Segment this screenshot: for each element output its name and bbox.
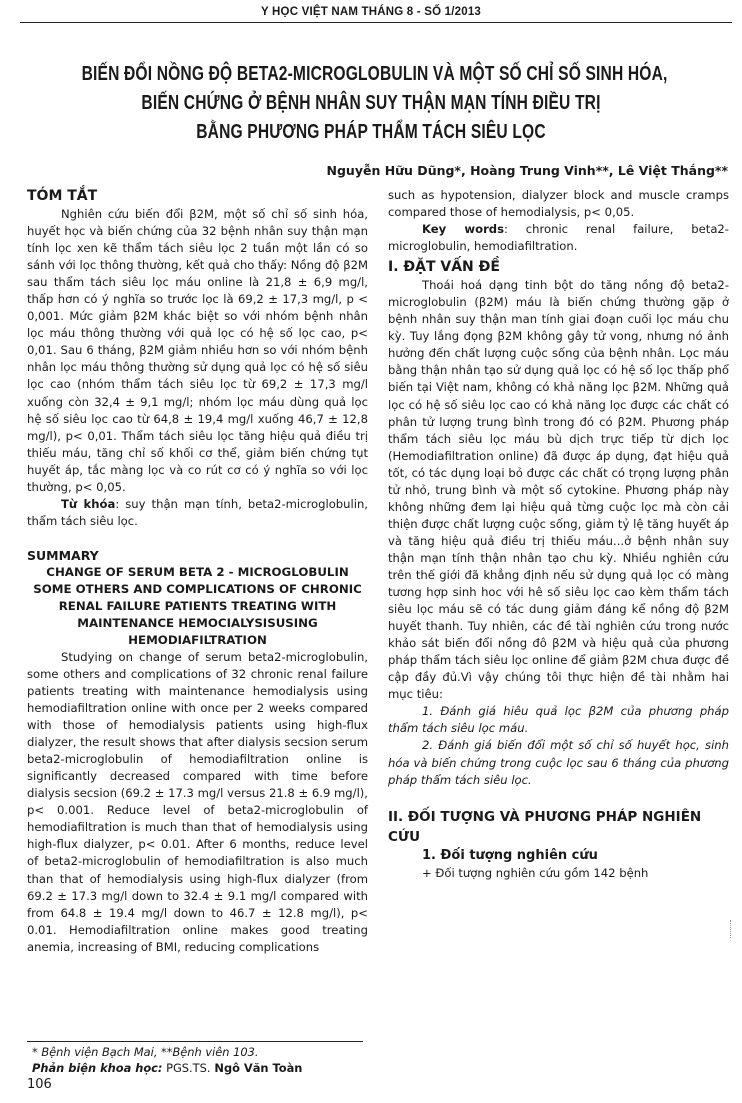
introduction-body: Thoái hoá dạng tinh bột do tăng nồng độ beta2-microglobulin (β2M) máu là biến chứng thường gặp ở bệnh nhân suy thận man tính giai đoạn cuối lọc máu chu kỳ. Tuy lắng đọng β2M không gây tử vong, nhưng nó ảnh hưởng đến chất lượng cuộc sống của bệnh nhân. Lọc máu bằng thận nhân tạo sử dụng quả lọc có hệ số lọc thấp phổ biến tại Việt nam, không có khả năng lọc β2M. Những quả lọc có hệ số siêu lọc cao có khả năng lọc được các chất có phân tử lượng trung bình trong đó có β2M. Phương pháp thẩm tách siêu lọc máu bù dịch trực tiếp từ dịch lọc (Hemodiafiltration online) đã được áp dụng, đạt hiệu quả tốt, có tác dụng loại bỏ được các chất có trọng lượng phân tử nhỏ, trung bình và một số cytokine. Phương pháp này không những đem lại hiệu quả từng cuộc lọc mà còn cải thiện được chất lượng cuộc sống, giảm tỷ lệ tăng huyết áp và tăng hiệu quả điều trị thiếu máu...ở bệnh nhân suy thận mạn tính thận nhân tạo chu kỳ. Nhiều nghiên cứu trên thế giới đã khẳng định nếu sử dụng quả lọc có màng tương hợp sinh hoc với hê số siêu lọc cao kèm thẩm tách siêu lọc máu sẽ có tác dung giảm đáng kể nồng độ β2M huyết thanh. Tuy nhiên, các đề tài nghiên cứu trong nước khảo sát biến đổi nồng đô β2M và hiệu quả của phương pháp thẩm tách siêu lọc online để giảm β2M chưa được đề cập đầy đủ.Vì vậy chúng tôi thực hiện đề tài nhằm hai mục tiêu: — [388, 278, 729, 702]
summary-heading: SUMMARY — [27, 547, 99, 563]
subsection-heading: 1. Đối tượng nghiên cứu — [422, 847, 598, 863]
title-line: BẰNG PHƯƠNG PHÁP THẨM TÁCH SIÊU LỌC — [196, 121, 546, 143]
footnote-rule — [27, 1041, 363, 1042]
page-number: 106 — [27, 1077, 52, 1092]
summary-body-continued: such as hypotension, dialyzer block and muscle cramps compared those of hemodialysis, p< 0,05. — [388, 188, 729, 220]
authors: Nguyễn Hữu Dũng*, Hoàng Trung Vinh**, Lê Việt Thắng** — [326, 163, 728, 178]
reviewer-title: PGS.TS. — [162, 1061, 211, 1075]
keywords-text: : suy thận mạn tính, beta2-microglobulin, thẩm tách siêu lọc. — [27, 496, 368, 528]
reviewer-label: Phản biện khoa học: — [32, 1061, 163, 1075]
keywords-label: Từ khóa — [61, 496, 116, 511]
left-column — [27, 186, 368, 956]
scan-artifact — [730, 920, 737, 938]
right-column — [388, 187, 729, 882]
title-line: BIẾN CHỨNG Ở BỆNH NHÂN SUY THẬN MẠN TÍNH ĐIỀU TRỊ — [141, 92, 601, 114]
reviewer-name: Ngô Văn Toàn — [210, 1061, 303, 1075]
keywords-label: Key words — [422, 222, 505, 237]
running-header: Y HỌC VIỆT NAM THÁNG 8 - SỐ 1/2013 — [260, 6, 482, 18]
footnote — [32, 1044, 302, 1076]
summary-body: Studying on change of serum beta2-microglobulin, some others and complications of 32 chronic renal failure patients treating with maintenance hemodialysis using hemodiafiltration online with once per 2 weeks compared with those of hemodialysis patients using high-flux dialyzer, the result shows that after dialysis secsion serum beta2-microglobulin of hemodiafiltration online is significantly decreased compared with time before dialysis secsion (69.2 ± 17.3 mg/l versus 21.8 ± 6.9 mg/l), p< 0.001. Reduce level of beta2-microglobulin of hemodiafiltration is much than that of hemodialysis using high-flux dialyzer, p< 0.01. After 6 months, reduce level of beta2-microglobulin of hemodiafiltration is also much than that of hemodialysis using high-flux dialyzer (from 69.2 ± 17.3 mg/l down to 32.4 ± 9.1 mg/l compared with from 64.8 ± 19.4 mg/l down to 46.7 ± 12.8 mg/l), p< 0.01. Hemodiafiltration online makes good treating anemia, increasing of BMI, reducing complications — [27, 649, 368, 954]
abstract-body: Nghiên cứu biến đổi β2M, một số chỉ số sinh hóa, huyết học và biến chứng của 32 bệnh nhân suy thận mạn tính lọc xen kẽ thẩm tách siêu lọc 2 tuần một lần có so sánh với lọc thông thường, kết quả cho thấy: Nồng độ β2M sau thẩm tách siêu lọc máu online là 21,8 ± 6,9 mg/l, thấp hơn có ý nghĩa so trước lọc là 69,2 ± 17,3 mg/l, p < 0,001. Mức giảm β2M khác biệt so với nhóm bệnh nhân lọc máu thông thường với quả lọc có hệ số lọc cao, p< 0,01. Sau 6 tháng, β2M giảm nhiều hơn so với nhóm bệnh nhân lọc máu thông thường sử dụng quả lọc có hệ số siêu lọc cao (nhóm thẩm tách siêu lọc từ 69,2 ± 17,3 mg/l xuống còn 32,4 ± 9,1 mg/l; nhóm lọc máu dùng quả lọc hệ số siêu lọc cao từ 64,8 ± 19,4 mg/l xuống 46,7 ± 12,8 mg/l), p< 0,01. Thẩm tách siêu lọc tăng hiệu quả điều trị thiếu máu, tăng chỉ số khối cơ thể, giảm biến chứng tụt huyết áp, tắc màng lọc và co rút cơ có ý nghĩa so với lọc thường, p< 0,05. — [27, 207, 368, 494]
affiliations: * Bệnh viện Bạch Mai, **Bệnh viên 103. — [32, 1045, 259, 1059]
keywords-text: : chronic renal failure, beta2-microglobulin, hemodiafiltration. — [388, 222, 729, 254]
abstract-heading: TÓM TẮT — [27, 188, 98, 204]
objective-item: 2. Đánh giá biến đổi một số chỉ số huyết học, sinh hóa và biến chứng trong cuộc lọc sau 6 tháng của phương pháp thẩm tách siêu lọc. — [388, 738, 729, 787]
summary-keywords — [388, 221, 729, 255]
article-title — [0, 60, 742, 147]
header-rule — [20, 22, 732, 23]
abstract-keywords — [27, 496, 368, 530]
methods-body: + Đối tượng nghiên cứu gồm 142 bệnh — [422, 865, 649, 880]
section-heading-introduction: I. ĐẶT VẤN ĐỀ — [388, 259, 500, 276]
title-line: BIẾN ĐỔI NỒNG ĐỘ BETA2-MICROGLOBULIN VÀ MỘT SỐ CHỈ SỐ SINH HÓA, — [81, 63, 668, 85]
objective-item: 1. Đánh giá hiêu quả lọc β2M của phương pháp thẩm tách siêu lọc máu. — [388, 704, 729, 736]
summary-title: CHANGE OF SERUM BETA 2 - MICROGLOBULIN SOME OTHERS AND COMPLICATIONS OF CHRONIC RENAL FAILURE PATIENTS TREATING WITH MAINTENANCE HEMOCIALYSISUSING HEMODIAFILTRATION — [33, 564, 362, 647]
section-heading-methods: II. ĐỐI TƯỢNG VÀ PHƯƠNG PHÁP NGHIÊN CỨU — [388, 808, 702, 845]
